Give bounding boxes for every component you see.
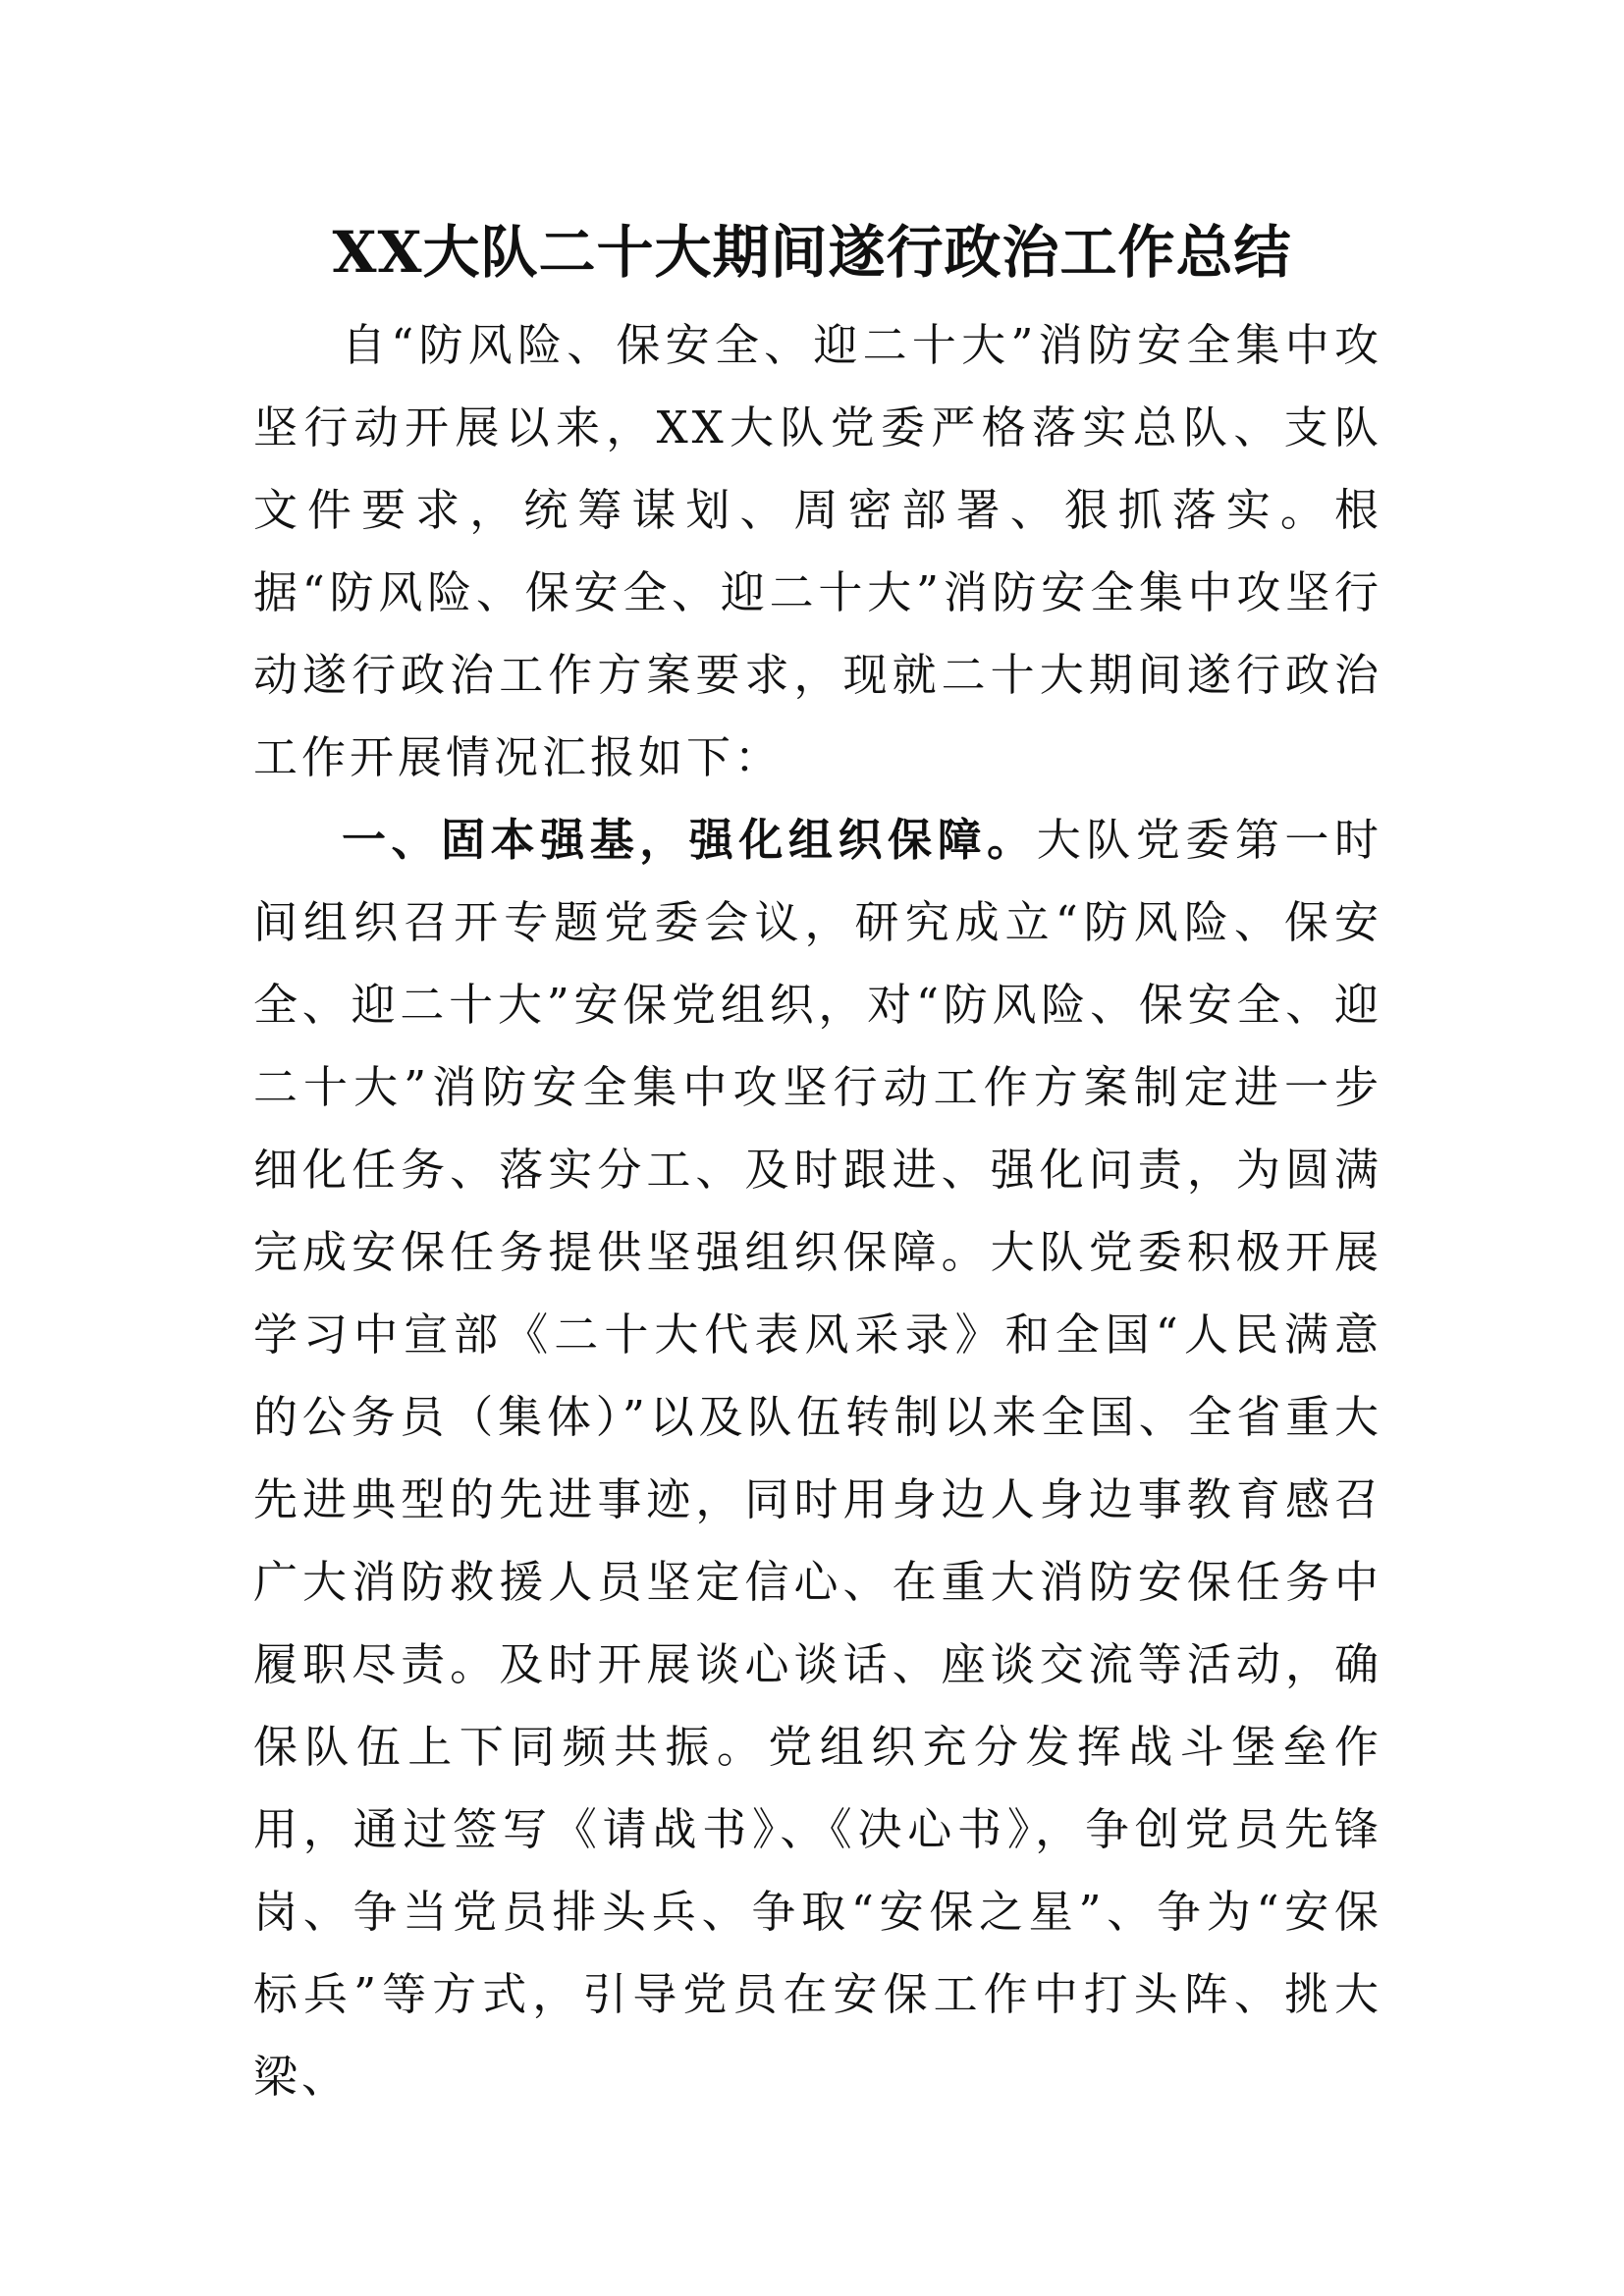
intro-paragraph: 自“防风险、保安全、迎二十大”消防安全集中攻坚行动开展以来，XX大队党委严格落实总队、支队文件要求，统筹谋划、周密部署、狠抓落实。根据“防风险、保安全、迎二十大”消防安全集中攻坚行动遂行政治工作方案要求，现就二十大期间遂行政治工作开展情况汇报如下：: [253, 319, 1382, 783]
document-body: [253, 304, 1382, 2118]
section-1-heading: 一、固本强基，强化组织保障。: [342, 814, 1037, 866]
section-1-text: 大队党委第一时间组织召开专题党委会议，研究成立“防风险、保安全、迎二十大”安保党组织，对“防风险、保安全、迎二十大”消防安全集中攻坚行动工作方案制定进一步细化任务、落实分工、及时跟进、强化问责，为圆满完成安保任务提供坚强组织保障。大队党委积极开展学习中宣部《二十大代表风采录》和全国“人民满意的公务员（集体）”以及队伍转制以来全国、全省重大先进典型的先进事迹，同时用身边人身边事教育感召广大消防救援人员坚定信心、在重大消防安保任务中履职尽责。及时开展谈心谈话、座谈交流等活动，确保队伍上下同频共振。党组织充分发挥战斗堡垒作用，通过签写《请战书》、《决心书》，争创党员先锋岗、争当党员排头兵、争取“安保之星”、争为“安保标兵”等方式，引导党员在安保工作中打头阵、挑大梁、: [253, 814, 1382, 2103]
section-1-paragraph: [253, 799, 1382, 2118]
document-title: XX大队二十大期间遂行政治工作总结: [332, 219, 1292, 286]
